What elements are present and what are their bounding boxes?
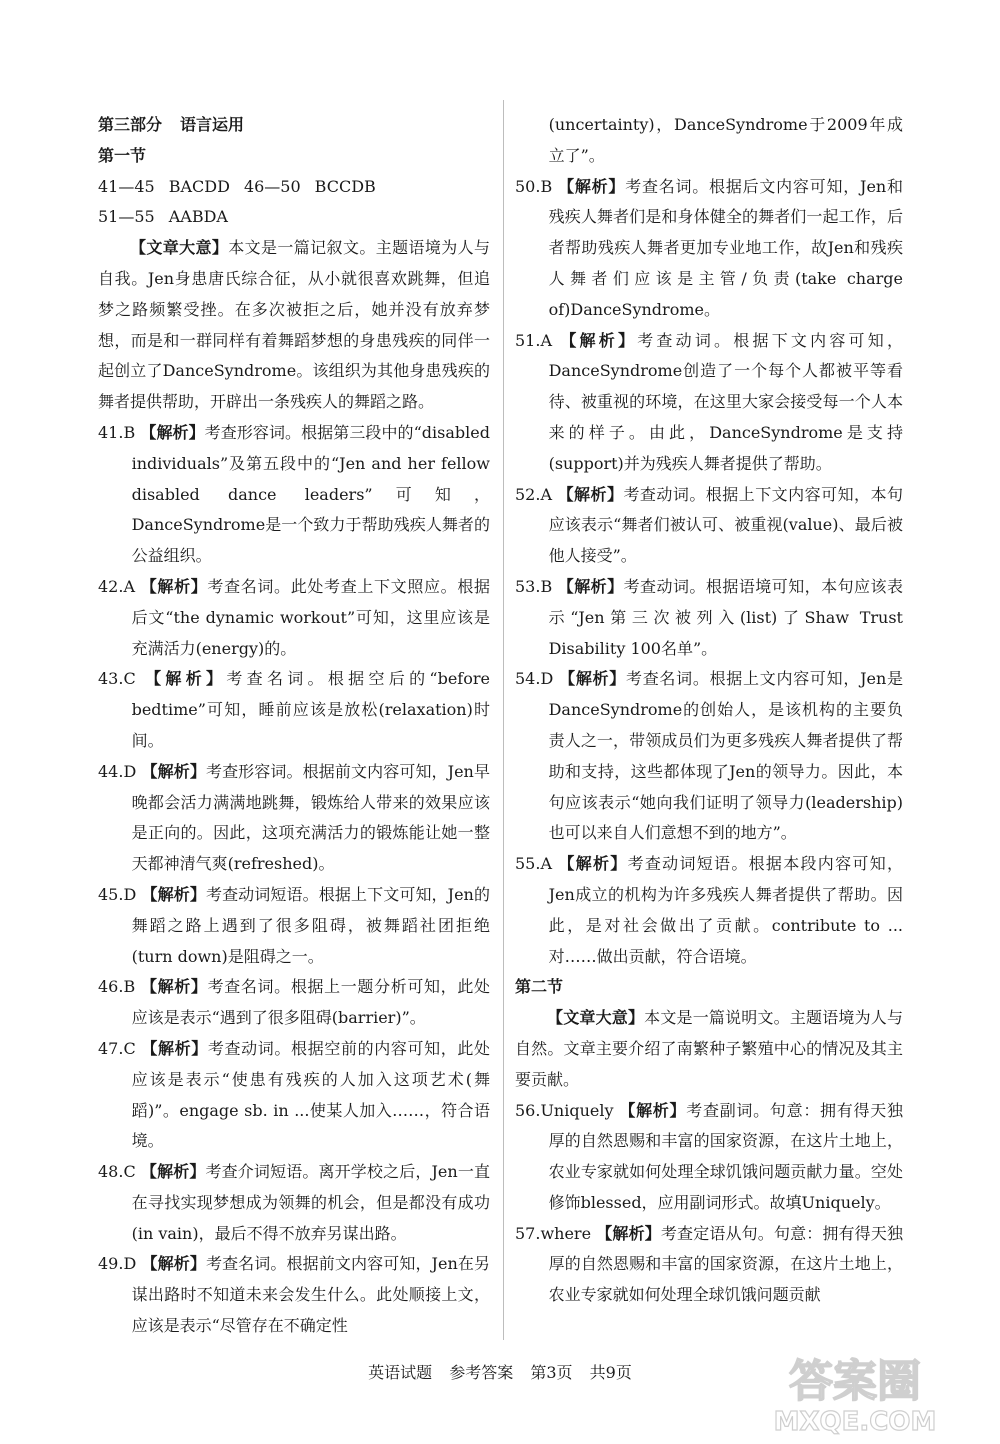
footer-doc: 参考答案 — [449, 1363, 514, 1382]
analysis-text: 考查形容词。根据前文内容可知，Jen早晚都会活力满满地跳舞，锻炼给人带来的效果应该是正向的。因此，这项充满活力的锻炼能让她一整天都神清气爽(refreshed)。 — [131, 761, 490, 874]
analysis-text: 考查名词。根据上文内容可知，Jen是DanceSyndrome的创始人，是该机构的主要负责人之一，带领成员们为更多残疾人舞者提供了帮助和支持，这些都体现了Jen的领导力。因此，本句应该表示“她向我们证明了领导力(leadership)也可以来自人们意想不到的地方”。 — [548, 669, 903, 843]
question-number: 49.D — [98, 1254, 137, 1274]
watermark-logo — [750, 1348, 960, 1438]
question-number: 55.A — [515, 854, 552, 874]
answer-explanation — [98, 757, 490, 880]
analysis-label: 【解析】 — [140, 1162, 206, 1182]
analysis-label: 【解析】 — [140, 422, 205, 442]
analysis-label: 【解析】 — [559, 669, 626, 689]
analysis-label: 【解析】 — [145, 669, 227, 689]
question-number: 41.B — [98, 422, 136, 442]
analysis-label: 【解析】 — [596, 1223, 661, 1243]
answer-explanation — [98, 880, 490, 972]
question-number: 48.C — [98, 1162, 136, 1182]
section-subtitle: 语言运用 — [180, 115, 245, 134]
analysis-text: 考查名词。此处考查上下文照应。根据后文“the dynamic workout”可知，这里应该是充满活力(energy)的。 — [131, 576, 490, 658]
question-number: 44.D — [98, 761, 137, 781]
analysis-text: 考查动词。根据语境可知，本句应该表示“Jen第三次被列入(list)了Shaw Trust Disability 100名单”。 — [548, 576, 903, 658]
question-number: 50.B — [515, 176, 553, 196]
analysis-text: 考查动词。根据下文内容可知，DanceSyndrome创造了一个每个人都被平等看待、被重视的环境，在这里大家会接受每一个人本来的样子。由此，DanceSyndrome是支持(support)并为残疾人舞者提供了帮助。 — [548, 330, 903, 473]
answer-letters: BACDD — [168, 176, 230, 196]
answer-explanation — [515, 849, 903, 972]
analysis-label: 【解析】 — [141, 1038, 208, 1058]
answer-explanation — [515, 1096, 903, 1219]
answer-range: 51—55 — [98, 207, 155, 227]
answer-range: 46—50 — [243, 176, 301, 196]
section-heading — [98, 110, 490, 141]
footer-total: 共9页 — [589, 1363, 632, 1382]
analysis-label: 【解析】 — [619, 1100, 687, 1120]
analysis-label: 【解析】 — [140, 977, 208, 997]
subsection-heading-2: 第二节 — [515, 977, 564, 997]
question-number: 52.A — [515, 484, 552, 504]
answer-explanation — [98, 1034, 490, 1157]
question-number: 57.where — [515, 1223, 592, 1243]
question-number: 47.C — [98, 1038, 136, 1058]
question-number: 45.D — [98, 884, 137, 904]
answer-letters: AABDA — [168, 207, 228, 227]
question-number: 43.C — [98, 669, 136, 689]
analysis-text: 考查动词短语。根据上下文可知，Jen的舞蹈之路上遇到了很多阻碍，被舞蹈社团拒绝(turn down)是阻碍之一。 — [131, 884, 490, 966]
article-summary — [98, 233, 490, 418]
footer-page: 第3页 — [530, 1363, 573, 1382]
answer-letters: BCCDB — [314, 176, 376, 196]
analysis-label: 【解析】 — [140, 576, 208, 596]
analysis-text: 考查名词。根据上一题分析可知，此处应该是表示“遇到了很多阻碍(barrier)”。 — [131, 977, 490, 1028]
analysis-text: 考查动词。根据空前的内容可知，此处应该是表示“使患有残疾的人加入这项艺术(舞蹈)”。engage sb. in ...使某人加入……，符合语境。 — [131, 1038, 490, 1151]
analysis-label: 【解析】 — [141, 884, 206, 904]
answer-explanation — [98, 1249, 490, 1341]
analysis-label: 【解析】 — [141, 1254, 206, 1274]
analysis-text: 考查名词。根据后文内容可知，Jen和残疾人舞者们是和身体健全的舞者们一起工作，后者帮助残疾人舞者更加专业地工作，故Jen和残疾人舞者们应该是主管/负责(take charge of)DanceSyndrome。 — [548, 176, 903, 319]
answer-key-line-2 — [98, 202, 490, 233]
analysis-label: 【解析】 — [558, 176, 626, 196]
continuation-text: (uncertainty)，DanceSyndrome于2009年成立了”。 — [548, 115, 903, 165]
left-column — [98, 110, 490, 1342]
analysis-label: 【解析】 — [557, 484, 624, 504]
summary-label: 【文章大意】 — [130, 238, 229, 258]
article-summary-2 — [515, 1003, 903, 1095]
analysis-text: 考查动词短语。根据本段内容可知，Jen成立的机构为许多残疾人舞者提供了帮助。因此，是对社会做出了贡献。contribute to ...对……做出贡献，符合语境。 — [548, 854, 903, 966]
subsection-heading-1: 第一节 — [98, 145, 147, 165]
answer-explanation — [515, 1219, 903, 1311]
analysis-text: 考查定语从句。句意：拥有得天独厚的自然恩赐和丰富的国家资源，在这片土地上，农业专家就如何处理全球饥饿问题贡献 — [548, 1223, 903, 1305]
right-column — [515, 110, 903, 1311]
question-number: 51.A — [515, 330, 552, 350]
question-number: 54.D — [515, 669, 554, 689]
analysis-label: 【解析】 — [141, 761, 206, 781]
answer-explanation — [98, 418, 490, 572]
answer-explanation — [98, 664, 490, 756]
answer-key-line-1 — [98, 172, 490, 203]
answer-explanation — [515, 172, 903, 326]
question-number: 42.A — [98, 576, 135, 596]
question-number: 46.B — [98, 977, 136, 997]
analysis-text: 考查形容词。根据第三段中的“disabled individuals”及第五段中的“Jen and her fellow disabled dance leaders”可知，DanceSyndrome是一个致力于帮助残疾人舞者的公益组织。 — [131, 422, 490, 566]
answer-explanation — [98, 972, 490, 1034]
analysis-text: 考查动词。根据上下文内容可知，本句应该表示“舞者们被认可、被重视(value)、最后被他人接受”。 — [548, 484, 903, 566]
analysis-label: 【解析】 — [557, 576, 624, 596]
section-title: 第三部分 — [98, 115, 163, 134]
answer-range: 41—45 — [98, 176, 155, 196]
analysis-label: 【解析】 — [558, 854, 628, 874]
answer-explanation — [515, 572, 903, 664]
question-number: 53.B — [515, 576, 553, 596]
analysis-text: 考查名词。根据前文内容可知，Jen在另谋出路时不知道未来会发生什么。此处顺接上文，应该是表示“尽管存在不确定性 — [131, 1254, 490, 1336]
summary-text: 本文是一篇说明文。主题语境为人与自然。文章主要介绍了南繁种子繁殖中心的情况及其主要贡献。 — [515, 1008, 903, 1089]
analysis-label: 【解析】 — [560, 330, 638, 350]
answer-explanation — [515, 664, 903, 849]
svg-text:MXQE.COM: MXQE.COM — [773, 1407, 937, 1437]
svg-text:答案圈: 答案圈 — [789, 1356, 921, 1407]
answer-explanation — [515, 326, 903, 480]
analysis-text: 考查名词。根据空后的“before bedtime”可知，睡前应该是放松(relaxation)时间。 — [131, 669, 490, 750]
summary-label: 【文章大意】 — [547, 1008, 645, 1028]
analysis-text: 考查介词短语。离开学校之后，Jen一直在寻找实现梦想成为领舞的机会，但是都没有成功(in vain)，最后不得不放弃另谋出路。 — [131, 1162, 490, 1243]
question-number: 56.Uniquely — [515, 1100, 614, 1120]
analysis-text: 考查副词。句意：拥有得天独厚的自然恩赐和丰富的国家资源，在这片土地上，农业专家就如何处理全球饥饿问题贡献力量。空处修饰blessed，应用副词形式。故填Uniquely。 — [548, 1100, 903, 1212]
answer-explanation — [98, 572, 490, 664]
column-divider — [503, 100, 504, 1340]
footer-subject: 英语试题 — [368, 1363, 433, 1382]
answer-explanation — [515, 480, 903, 572]
summary-text: 本文是一篇记叙文。主题语境为人与自我。Jen身患唐氏综合征，从小就很喜欢跳舞，但追梦之路频繁受挫。在多次被拒之后，她并没有放弃梦想，而是和一群同样有着舞蹈梦想的身患残疾的同伴一起创立了DanceSyndrome。该组织为其他身患残疾的舞者提供帮助，开辟出一条残疾人的舞蹈之路。 — [98, 238, 490, 412]
answer-explanation — [98, 1157, 490, 1249]
